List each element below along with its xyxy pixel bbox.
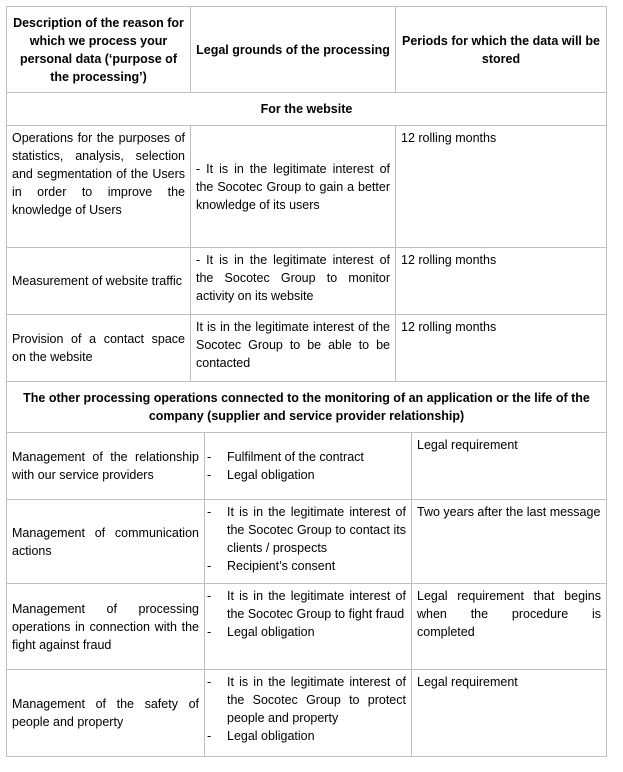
header-purpose: Description of the reason for which we process your personal data (‘purpose of the processing’) <box>6 6 191 93</box>
website-row-3-purpose <box>6 314 191 382</box>
other-row-4-grounds <box>204 669 412 757</box>
section-title-website: For the website <box>6 92 607 126</box>
other-row-1-grounds <box>204 432 412 500</box>
list-item: - It is in the legitimate interest of the Socotec Group to fight fraud <box>207 587 406 623</box>
list-item: - Fulfilment of the contract <box>207 448 406 466</box>
other-row-4-purpose-text: Management of the safety of people and property <box>12 697 199 729</box>
website-row-1-grounds <box>190 125 396 248</box>
website-row-3-purpose-text: Provision of a contact space on the website <box>12 332 185 364</box>
other-row-3-purpose-text: Management of processing operations in connection with the fight against fraud <box>12 601 199 652</box>
other-row-2-grounds-list <box>207 503 406 575</box>
header-legal-grounds: Legal grounds of the processing <box>190 6 396 93</box>
other-row-4-period: Legal requirement <box>411 669 607 757</box>
website-row-3-grounds: It is in the legitimate interest of the Socotec Group to be able to be contacted <box>190 314 396 382</box>
other-row-3-grounds-list <box>207 587 406 641</box>
website-row-2-purpose-text: Measurement of website traffic <box>12 274 182 288</box>
other-row-4-purpose <box>6 669 205 757</box>
other-row-2-grounds <box>204 499 412 584</box>
other-row-3-purpose <box>6 583 205 670</box>
list-item: - Legal obligation <box>207 466 406 484</box>
website-row-2-purpose <box>6 247 191 315</box>
website-row-3-period: 12 rolling months <box>395 314 607 382</box>
list-item: - Recipient’s consent <box>207 557 406 575</box>
list-item: - Legal obligation <box>207 727 406 745</box>
other-row-1-purpose-text: Management of the relationship with our service providers <box>12 450 199 482</box>
other-row-2-purpose <box>6 499 205 584</box>
other-row-1-purpose <box>6 432 205 500</box>
website-row-1-purpose: Operations for the purposes of statistics, analysis, selection and segmentation of the Users in order to improve the knowledge of Users <box>6 125 191 248</box>
website-row-2-grounds: - It is in the legitimate interest of the Socotec Group to monitor activity on its website <box>190 247 396 315</box>
other-row-3-grounds <box>204 583 412 670</box>
list-item: - It is in the legitimate interest of the Socotec Group to protect people and property <box>207 673 406 727</box>
other-row-3-period: Legal requirement that begins when the procedure is completed <box>411 583 607 670</box>
other-row-1-period: Legal requirement <box>411 432 607 500</box>
section-title-other: The other processing operations connected to the monitoring of an application or the life of the company (supplier and service provider relationship) <box>6 381 607 433</box>
list-item: - Legal obligation <box>207 623 406 641</box>
list-item: - It is in the legitimate interest of the Socotec Group to contact its clients / prospects <box>207 503 406 557</box>
other-row-1-grounds-list <box>207 448 406 484</box>
website-row-1-grounds-text: - It is in the legitimate interest of the Socotec Group to gain a better knowledge of its users <box>196 161 390 212</box>
other-row-4-grounds-list <box>207 673 406 745</box>
other-row-2-period: Two years after the last message <box>411 499 607 584</box>
website-row-2-period: 12 rolling months <box>395 247 607 315</box>
website-row-1-period: 12 rolling months <box>395 125 607 248</box>
header-storage-period: Periods for which the data will be stored <box>395 6 607 93</box>
other-row-2-purpose-text: Management of communication actions <box>12 525 199 558</box>
